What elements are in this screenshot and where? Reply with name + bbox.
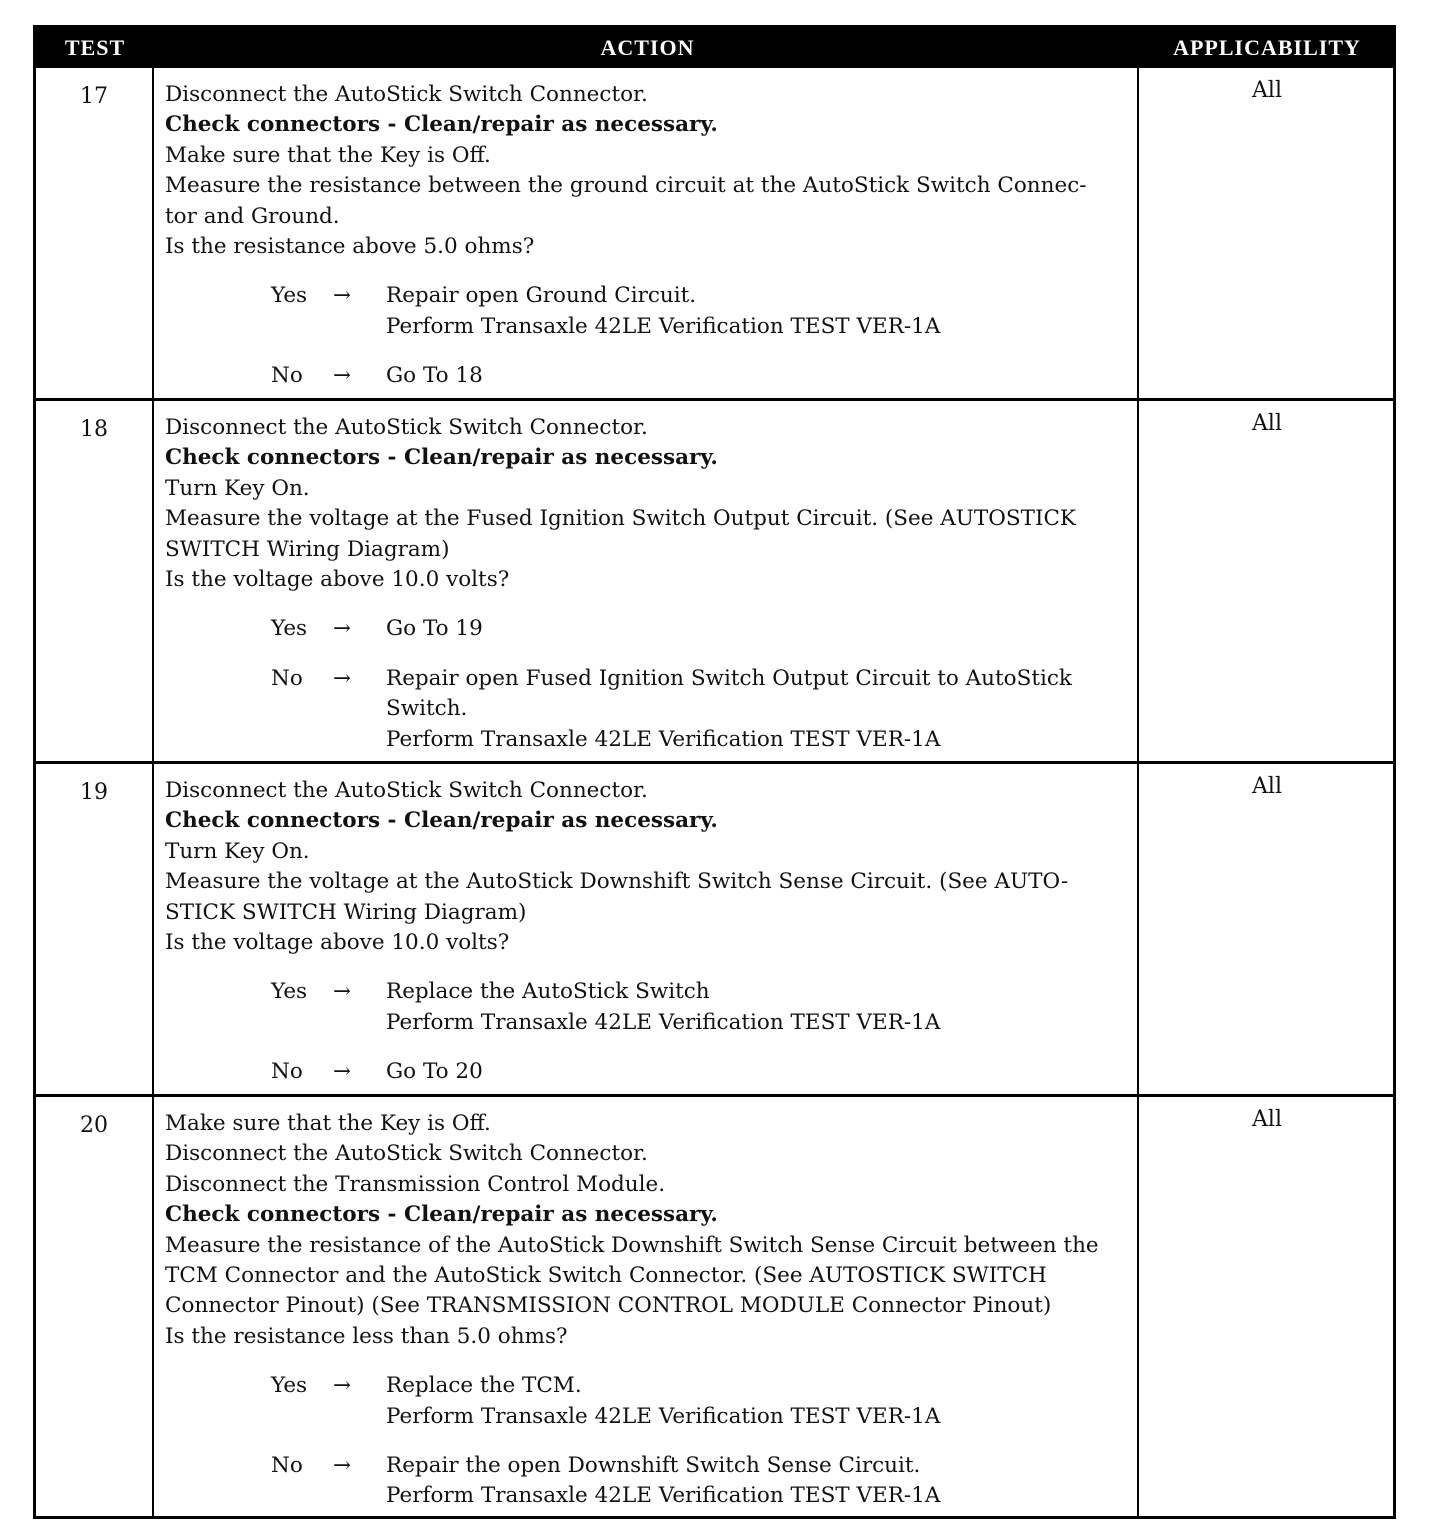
action-line: Make sure that the Key is Off. (165, 142, 491, 168)
arrow-icon: → (333, 979, 352, 1005)
action-line: Connector Pinout) (See TRANSMISSION CONTROL MODULE Connector Pinout) (165, 1293, 1052, 1319)
action-line: Measure the resistance between the ground circuit at the AutoStick Switch Connec- (165, 173, 1087, 199)
branch-no (165, 361, 1129, 391)
branch-label: No (271, 1453, 303, 1479)
action-line: Is the resistance less than 5.0 ohms? (165, 1323, 568, 1349)
check-connectors-line: Check connectors - Clean/repair as necessary. (165, 112, 718, 138)
action-line: tor and Ground. (165, 203, 340, 229)
action-line: Disconnect the AutoStick Switch Connector. (165, 82, 648, 107)
action-line: Turn Key On. (165, 838, 310, 864)
action-cell (156, 401, 1139, 761)
branch-yes (165, 977, 1129, 1038)
result-line: Perform Transaxle 42LE Verification TEST VER-1A (386, 1403, 941, 1429)
branch-result (386, 614, 1129, 644)
result-line: Perform Transaxle 42LE Verification TEST VER-1A (386, 313, 941, 339)
action-cell (156, 764, 1139, 1094)
applicability-value: All (1252, 78, 1282, 103)
arrow-icon: → (333, 363, 352, 389)
applicability-value: All (1252, 1107, 1282, 1132)
test-number: 17 (36, 68, 154, 398)
test-number: 18 (36, 401, 154, 761)
branch-result (386, 1371, 1129, 1432)
result-line: Perform Transaxle 42LE Verification TEST VER-1A (386, 1483, 941, 1509)
result-line: Switch. (386, 696, 468, 722)
arrow-icon: → (333, 1373, 352, 1399)
action-line: Turn Key On. (165, 475, 310, 501)
applicability-value: All (1252, 411, 1282, 436)
arrow-icon: → (333, 283, 352, 309)
check-connectors-line: Check connectors - Clean/repair as necessary. (165, 445, 718, 471)
arrow-icon: → (333, 1059, 352, 1085)
action-line: Measure the voltage at the Fused Ignition Switch Output Circuit. (See AUTOSTICK (165, 506, 1076, 532)
action-line: Disconnect the AutoStick Switch Connector. (165, 415, 648, 440)
action-line: Is the voltage above 10.0 volts? (165, 567, 510, 593)
test-number: 19 (36, 764, 154, 1094)
action-line: Is the resistance above 5.0 ohms? (165, 234, 535, 260)
action-line: Disconnect the AutoStick Switch Connector. (165, 778, 648, 803)
table-row (36, 761, 1393, 1094)
result-line: Repair open Fused Ignition Switch Output Circuit to AutoStick (386, 665, 1072, 691)
result-line: Go To 20 (386, 1059, 483, 1085)
applicability-value: All (1252, 774, 1282, 799)
branch-result (386, 361, 1129, 391)
action-cell (156, 1097, 1139, 1516)
action-line: Disconnect the AutoStick Switch Connector. (165, 1141, 648, 1167)
branch-label: No (271, 363, 303, 389)
branch-label: Yes (271, 1373, 308, 1399)
action-line: Is the voltage above 10.0 volts? (165, 930, 510, 956)
branch-no (165, 1451, 1129, 1512)
action-line: Measure the resistance of the AutoStick Downshift Switch Sense Circuit between the (165, 1232, 1099, 1258)
result-line: Go To 18 (386, 363, 483, 389)
branch-result (386, 1451, 1129, 1512)
branch-no (165, 1057, 1129, 1087)
result-line: Replace the AutoStick Switch (386, 979, 710, 1005)
branch-yes (165, 1371, 1129, 1432)
branch-label: Yes (271, 283, 308, 309)
table-row (36, 1094, 1393, 1516)
action-line: TCM Connector and the AutoStick Switch Connector. (See AUTOSTICK SWITCH (165, 1263, 1047, 1289)
branch-label: Yes (271, 616, 308, 642)
table-row (36, 68, 1393, 398)
header-test: TEST (64, 35, 126, 60)
arrow-icon: → (333, 665, 352, 691)
test-number: 20 (36, 1097, 154, 1516)
check-connectors-line: Check connectors - Clean/repair as necessary. (165, 1202, 718, 1228)
branch-yes (165, 281, 1129, 342)
diagnostic-test-table (33, 25, 1396, 1519)
check-connectors-line: Check connectors - Clean/repair as necessary. (165, 808, 718, 834)
action-line: Measure the voltage at the AutoStick Downshift Switch Sense Circuit. (See AUTO- (165, 869, 1069, 895)
branch-result (386, 1057, 1129, 1087)
table-header (36, 28, 1393, 68)
arrow-icon: → (333, 1453, 352, 1479)
branch-label: Yes (271, 979, 308, 1005)
branch-yes (165, 614, 1129, 644)
branch-result (386, 281, 1129, 342)
branch-label: No (271, 1059, 303, 1085)
branch-no (165, 664, 1129, 755)
result-line: Perform Transaxle 42LE Verification TEST VER-1A (386, 1009, 941, 1035)
result-line: Go To 19 (386, 616, 483, 642)
header-action: ACTION (600, 35, 695, 60)
branch-result (386, 977, 1129, 1038)
result-line: Perform Transaxle 42LE Verification TEST VER-1A (386, 726, 941, 752)
branch-label: No (271, 665, 303, 691)
table-row (36, 398, 1393, 761)
action-line: SWITCH Wiring Diagram) (165, 536, 450, 562)
result-line: Repair the open Downshift Switch Sense Circuit. (386, 1453, 921, 1479)
result-line: Repair open Ground Circuit. (386, 283, 697, 309)
header-applicability: APPLICABILITY (1173, 35, 1361, 60)
action-line: STICK SWITCH Wiring Diagram) (165, 899, 527, 925)
action-cell (156, 68, 1139, 398)
result-line: Replace the TCM. (386, 1373, 582, 1399)
arrow-icon: → (333, 616, 352, 642)
branch-result (386, 664, 1129, 755)
action-line: Disconnect the Transmission Control Module. (165, 1171, 666, 1197)
action-line: Make sure that the Key is Off. (165, 1111, 491, 1136)
